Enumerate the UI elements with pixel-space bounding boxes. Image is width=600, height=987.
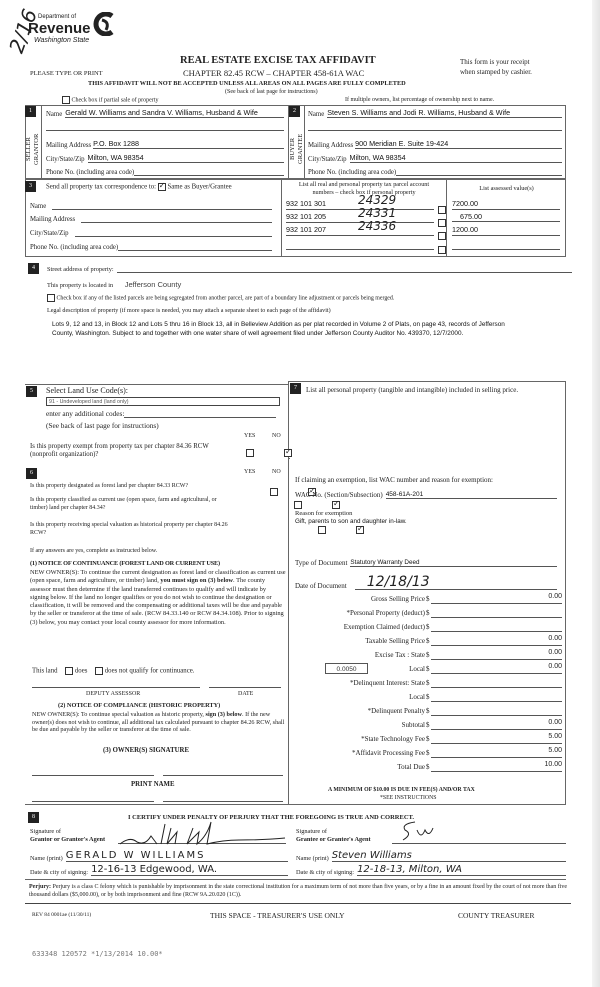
deputy-assessor-label: DEPUTY ASSESSOR [86,691,141,697]
amount-label: Exemption Claimed (deduct) [343,623,425,631]
amount-label: Local [409,693,425,701]
amount-row [297,719,565,730]
corr-city-field[interactable] [75,228,272,237]
parcel-handwritten-number: 24336 [358,219,397,233]
section-6-badge: 6 [26,468,37,479]
located-in-row [47,280,181,289]
assessed-value-field[interactable] [452,239,560,250]
corr-city-label: City/State/Zip [30,230,69,237]
wac-field[interactable]: 458-61A-201 [386,491,557,499]
receipt-note [460,57,532,77]
additional-codes-field[interactable] [124,409,276,418]
corr-phone-row [30,242,272,251]
scan-edge [592,0,600,987]
seller-label: SELLER [25,137,32,161]
currency-symbol: $ [426,651,430,659]
amount-label: *Affidavit Processing Fee [352,749,425,757]
grantee-agent-label: Grantee or Grantee's Agent [296,836,371,843]
amount-field[interactable] [431,677,562,688]
doc-date-label: Date of Document [295,582,347,590]
logo-swoosh-icon [92,12,116,36]
seller-grantor-label [25,125,41,173]
assessed-value-field[interactable]: 1200.00 [452,225,560,236]
amount-row [297,593,565,604]
doc-type-label: Type of Document [295,559,348,567]
cashier-stamp: 633348 120572 *1/13/2014 10.00* [32,950,163,958]
logo-state-text: Washington State [34,37,90,44]
grantee-name-field[interactable]: Steven Williams [332,850,566,862]
buyer-city-row [308,153,562,163]
amount-label: Taxable Selling Price [365,637,425,645]
see-instructions-note: *SEE INSTRUCTIONS [380,795,437,801]
grantee-signature-scribble-icon [395,818,435,846]
currency-symbol: $ [426,679,430,687]
owner-signature-label: (3) OWNER(S) SIGNATURE [103,747,189,754]
grantor-agent-label: Grantor or Grantor's Agent [30,836,106,843]
logo-name-text: Revenue [28,20,91,37]
buyer-mailing-label: Mailing Address [308,142,354,149]
notice-continuance-title: (1) NOTICE OF CONTINUANCE (FOREST LAND OR CURRENT USE) [30,560,220,567]
please-type: PLEASE TYPE OR PRINT [30,70,103,77]
buyer-name-row [308,108,562,118]
this-land-label: This land [32,667,58,675]
amount-label: *Delinquent Penalty [367,707,425,715]
section-1-badge: 1 [25,106,36,117]
grantor-date-label: Date & city of signing: [30,869,89,876]
does-label: does [74,667,88,675]
assessed-value-field[interactable]: 7200.00 [452,199,560,210]
currency-symbol: $ [426,735,430,743]
parcel-handwritten-number: 24331 [358,206,397,220]
grantor-name-row [30,850,288,862]
legal-description-text[interactable]: Lots 9, 12 and 13, in Block 12 and Lots 5 thru 16 in Block 13, all in Belleview Addition as per plat recorded in Volume 2 of Plats, on page 43, records of Jefferson County, Washington. Subject to and together with one water share of well agreement filed under Jefferson County Auditor No. 439370, 12/7/2000. [52,321,505,337]
amount-label: *Personal Property (deduct) [346,609,425,617]
grantor-name-field[interactable]: GERALD W WILLIAMS [66,850,288,862]
seller-city-field[interactable]: Milton, WA 98354 [88,153,284,163]
segregated-checkbox[interactable] [47,294,55,302]
grantor-date-row [30,864,288,876]
amount-row [297,649,565,660]
grantee-signature-label [296,828,371,844]
county-treasurer-label: COUNTY TREASURER [458,911,535,920]
amount-row [297,607,565,618]
seller-mailing-row [46,139,284,149]
grantee-name-row [296,850,566,862]
amount-field[interactable] [431,705,562,716]
buyer-mailing-field[interactable]: 900 Meridian E. Suite 19-424 [355,139,562,149]
amount-label: Total Due [397,763,425,771]
amount-field[interactable]: 0.00 [431,663,562,674]
treasurer-use-label: THIS SPACE - TREASURER'S USE ONLY [210,911,345,920]
divider [288,381,566,382]
buyer-phone-row [308,167,562,176]
seller-name-row [46,108,284,118]
print-name-label: PRINT NAME [131,781,175,788]
amount-row [297,635,565,646]
parcel-number-field[interactable]: 932 101 207 [286,225,434,236]
dor-logo [28,10,120,50]
section-8-badge: 8 [28,812,39,823]
corr-mailing-row [30,214,272,223]
no-header-6: NO [272,469,281,475]
divider [565,381,566,804]
seller-phone-row [46,167,284,176]
amount-label: Gross Selling Price [370,595,425,603]
divider [288,458,290,459]
owner-signature-line-1[interactable] [32,775,154,776]
does-qualify-checkbox[interactable] [65,667,73,675]
notice-compliance-text [32,711,288,734]
partial-sale-checkbox[interactable] [62,96,70,104]
currency-symbol: $ [426,763,430,771]
street-address-row [47,264,572,273]
parcels-header-line-2: numbers – check box if personal property [312,189,416,196]
land-use-label: Select Land Use Code(s): [46,386,128,395]
historic-question: Is this property receiving special valuation as historical property per chapter 84.26 RCW? [30,522,228,536]
amount-field[interactable]: 0.00 [431,635,562,646]
form-number: REV 84 0001ae (11/30/11) [32,912,92,918]
form-title: REAL ESTATE EXCISE TAX AFFIDAVIT [180,55,376,66]
corr-name-field[interactable] [52,201,272,210]
buyer-name-line-2[interactable] [308,130,562,131]
notice-compliance-title: (2) NOTICE OF COMPLIANCE (HISTORIC PROPERTY) [58,702,221,709]
if-yes-note: If any answers are yes, complete as instructed below. [30,548,158,554]
currency-symbol: $ [426,749,430,757]
notice-continuance-text-a: NEW OWNER(S): To continue the current designation as forest land or classification as current use (open space, farm and agriculture, or timber) land, [30,569,286,585]
current-use-yes-checkbox[interactable] [294,501,302,509]
yes-header-6: YES [244,469,256,475]
grantee-label: GRANTEE [297,133,304,165]
divider [25,384,288,385]
grantee-date-row [296,864,566,876]
currency-symbol: $ [426,721,430,729]
seller-mailing-field[interactable]: P.O. Box 1288 [93,139,284,149]
reason-label: Reason for exemption [295,510,353,517]
additional-codes-label: enter any additional codes: [46,409,125,418]
send-correspondence-label: Send all property tax correspondence to: [46,183,157,191]
current-use-question: Is this property classified as current use (open space, farm and agricultural, or timber) land per chapter 84.34? [30,497,217,511]
currency-symbol: $ [426,595,430,603]
segregated-label: Check box if any of the listed parcels are being segregated from another parcel, are part of a boundary line adjustment or parcels being merged. [56,295,395,302]
wac-label: WAC No. (Section/Subsection) [295,491,383,499]
segregated-row [47,294,394,302]
amount-field[interactable]: 0.00 [431,593,562,604]
print-name-line-2[interactable] [163,801,283,802]
corr-name-label: Name [30,203,47,210]
section-2-badge: 2 [289,106,300,117]
notice-compliance-text-b: . If the new owner(s) does not wish to continue, all additional tax calculated pursuant to chapter 84.26 RCW, shall be due and payable by the seller or transferor at the time of sale. [32,711,285,734]
local-rate-field[interactable]: 0.0050 [325,663,368,674]
personal-property-checkbox[interactable] [438,246,446,254]
exempt-no-checkbox[interactable] [284,449,292,457]
divider [25,903,571,904]
historic-no-checkbox[interactable] [356,526,364,534]
grantee-date-field[interactable]: 12-18-13, Milton, WA [357,864,566,876]
seller-city-row [46,153,284,163]
additional-codes-row [46,409,276,418]
parcels-header-line-1: List all real and personal property tax parcel account [298,181,430,188]
currency-symbol: $ [426,665,430,673]
currency-symbol: $ [426,693,430,701]
seller-name-line-2[interactable] [46,130,284,131]
seller-name-field[interactable]: Gerald W. Williams and Sandra V. Williams, Husband & Wife [65,108,284,118]
parcel-number-field[interactable] [286,239,434,250]
amount-field[interactable]: 10.00 [431,761,562,772]
notice-compliance-text-a: NEW OWNER(S): To continue special valuation as historic property, [32,711,206,718]
print-name-line-1[interactable] [32,801,154,802]
amount-label: *Delinquent Interest: State [349,679,425,687]
land-use-code-select[interactable]: 91 - Undeveloped land (land only) [46,397,280,406]
same-as-buyer-checkbox[interactable] [158,183,166,191]
section-7-badge: 7 [290,383,301,394]
amount-field[interactable] [431,621,562,632]
located-in-label: This property is located in [47,282,114,289]
seller-mailing-label: Mailing Address [46,142,92,149]
grantee-name-label: Name (print) [296,855,329,862]
exempt-yes-checkbox[interactable] [246,449,254,457]
county-field[interactable]: Jefferson County [124,280,182,289]
historic-yes-checkbox[interactable] [318,526,326,534]
amount-label: Subtotal [401,721,425,729]
parcel-handwritten-number: 24329 [358,193,397,207]
buyer-mailing-row [308,139,562,149]
amount-row [297,691,565,702]
amount-field[interactable] [431,607,562,618]
yes-header: YES [244,433,256,439]
corr-phone-field[interactable] [118,242,272,251]
doc-type-row [295,559,557,567]
owner-signature-line-2[interactable] [163,775,283,776]
grantor-signature-label [30,828,105,844]
same-as-buyer-label: Same as Buyer/Grantee [167,183,232,191]
corr-city-row [30,228,272,237]
parcel-row [286,206,562,224]
buyer-phone-label: Phone No. (including area code) [308,169,397,176]
send-correspondence-row [46,183,232,191]
partial-sale-label: Check box if partial sale of property [71,97,159,104]
reason-field[interactable]: Gift, parents to son and daughter in-law. [295,518,407,525]
form-subtitle: CHAPTER 82.45 RCW – CHAPTER 458-61A WAC [183,68,365,78]
exempt-question: Is this property exempt from property tax per chapter 84.36 RCW (nonprofit organization)? [30,443,209,458]
parcel-row [286,219,562,237]
amount-field[interactable]: 5.00 [431,733,562,744]
logo-dept-text: Department of [38,14,77,20]
no-header: NO [272,433,281,439]
perjury-statement [29,883,569,899]
divider [41,105,42,179]
amount-row [297,677,565,688]
seller-phone-label: Phone No. (including area code) [46,169,135,176]
certify-statement: I CERTIFY UNDER PENALTY OF PERJURY THAT THE FOREGOING IS TRUE AND CORRECT. [128,814,415,821]
minimum-due-note: A MINIMUM OF $10.00 IS DUE IN FEE(S) AND/OR TAX [328,787,475,793]
corr-mailing-label: Mailing Address [30,216,76,223]
does-not-qualify-checkbox[interactable] [95,667,103,675]
street-address-field[interactable] [117,264,572,273]
buyer-city-label: City/State/Zip [308,156,347,163]
corr-name-row [30,201,272,210]
amount-row [297,747,565,758]
completion-warning: THIS AFFIDAVIT WILL NOT BE ACCEPTED UNLESS ALL AREAS ON ALL PAGES ARE FULLY COMPLETED [88,80,406,87]
currency-symbol: $ [426,637,430,645]
seller-city-label: City/State/Zip [46,156,85,163]
amount-field[interactable]: 0.00 [431,719,562,730]
currency-symbol: $ [426,623,430,631]
corr-phone-label: Phone No. (including area code) [30,244,119,251]
doc-date-row [295,575,557,590]
amount-row [297,621,565,632]
amount-field[interactable]: 5.00 [431,747,562,758]
personal-property-label: List all personal property (tangible and intangible) included in selling price. [306,386,519,394]
receipt-line-2: when stamped by cashier. [460,68,532,76]
handwritten-page-note: 2/16 [4,5,42,57]
grantor-label: GRANTOR [33,133,40,165]
buyer-phone-field[interactable] [396,167,562,176]
amount-label: Local [409,665,425,673]
section-3-badge: 3 [25,181,36,192]
grantor-date-field[interactable]: 12-16-13 Edgewood, WA. [91,864,288,876]
currency-symbol: $ [426,609,430,617]
parcel-number-field[interactable]: 932 101 205 [286,212,434,223]
amount-label: Excise Tax : State [374,651,425,659]
divider [288,381,289,804]
parcel-row [286,193,562,211]
divider [25,804,566,805]
grantee-date-label: Date & city of signing: [296,869,355,876]
assessed-values-header: List assessed value(s) [479,185,534,192]
forest-question: Is this property designated as forest land per chapter 84.33 RCW? [30,483,189,489]
divider [25,879,566,880]
section-5-badge: 5 [26,386,37,397]
parcel-number-field[interactable]: 932 101 301 [286,199,434,210]
corr-mailing-field[interactable] [81,214,272,223]
forest-yes-checkbox[interactable] [270,488,278,496]
amount-field[interactable] [431,691,562,702]
amount-label: *State Technology Fee [361,735,425,743]
buyer-label: BUYER [289,137,296,161]
street-address-label: Street address of property: [47,266,114,273]
grantor-name-label: Name (print) [30,855,63,862]
notice-continuance-bold: you must sign on (3) below [160,577,234,585]
amount-row [297,761,565,772]
section-4-badge: 4 [28,263,39,274]
wac-row [295,491,557,499]
doc-type-field[interactable]: Statutory Warranty Deed [350,559,557,567]
exemption-label: If claiming an exemption, list WAC number and reason for exemption: [295,476,493,484]
multiple-owners-note: If multiple owners, list percentage of ownership next to name. [345,97,495,103]
amount-row [297,705,565,716]
deputy-assessor-signature-line[interactable] [32,687,200,688]
notice-compliance-bold: sign (3) below [205,711,242,718]
amount-row [297,733,565,744]
seller-phone-field[interactable] [134,167,284,176]
currency-symbol: $ [426,707,430,715]
does-not-label: does not qualify for continuance. [104,667,195,675]
continuance-qualify-row [32,667,194,675]
buyer-name-field[interactable]: Steven S. Williams and Jodi R. Williams, Husband & Wife [327,108,562,118]
parcel-row [286,239,562,251]
current-use-no-checkbox[interactable] [332,501,340,509]
buyer-grantee-label [289,125,304,173]
date-label: DATE [238,691,254,697]
seller-name-label: Name [46,111,63,118]
grantor-signature-scribble-icon [115,818,295,848]
amount-field[interactable]: 0.00 [431,649,562,660]
buyer-name-label: Name [308,111,325,118]
legal-description-label: Legal description of property (if more space is needed, you may attach a separate sheet to each page of the affidavit) [47,308,331,314]
perjury-text: Perjury is a class C felony which is punishable by imprisonment in the state correctional institution for a maximum term of not more than five years, or by a fine in an amount fixed by the court of not more than five thousand dollars ($5,000.00), or by both imprisonment and fine (RCW 9A.20.020 (1C)). [29,884,568,898]
grantee-sig-of: Signature of [296,828,327,835]
partial-sale-checkbox-row[interactable] [62,96,158,104]
grantor-sig-of: Signature of [30,828,61,835]
notice-continuance-text-b: . The county assessor must then determine if the land transferred continues to qualify and will indicate by signing below. If the land no longer qualifies or you do not wish to continue the designation or classification, it will be removed and the compensating or additional taxes will be due and payable by the seller or transferor at the time of sale. (RCW 84.33.140 or RCW 84.34.108). Prior to signing (3) below, you may contact your local county assessor for more information. [30,577,284,626]
land-use-see-back: (See back of last page for instructions) [46,421,159,430]
doc-date-field[interactable]: 12/18/13 [355,575,557,590]
assessed-value-field[interactable]: 675.00 [452,212,560,222]
receipt-line-1: This form is your receipt [460,58,530,66]
notice-continuance-text [30,569,286,627]
see-back-note: (See back of last page for instructions) [225,89,318,95]
perjury-bold: Perjury: [29,884,51,890]
buyer-city-field[interactable]: Milton, WA 98354 [350,153,562,163]
assessor-date-line[interactable] [209,687,281,688]
